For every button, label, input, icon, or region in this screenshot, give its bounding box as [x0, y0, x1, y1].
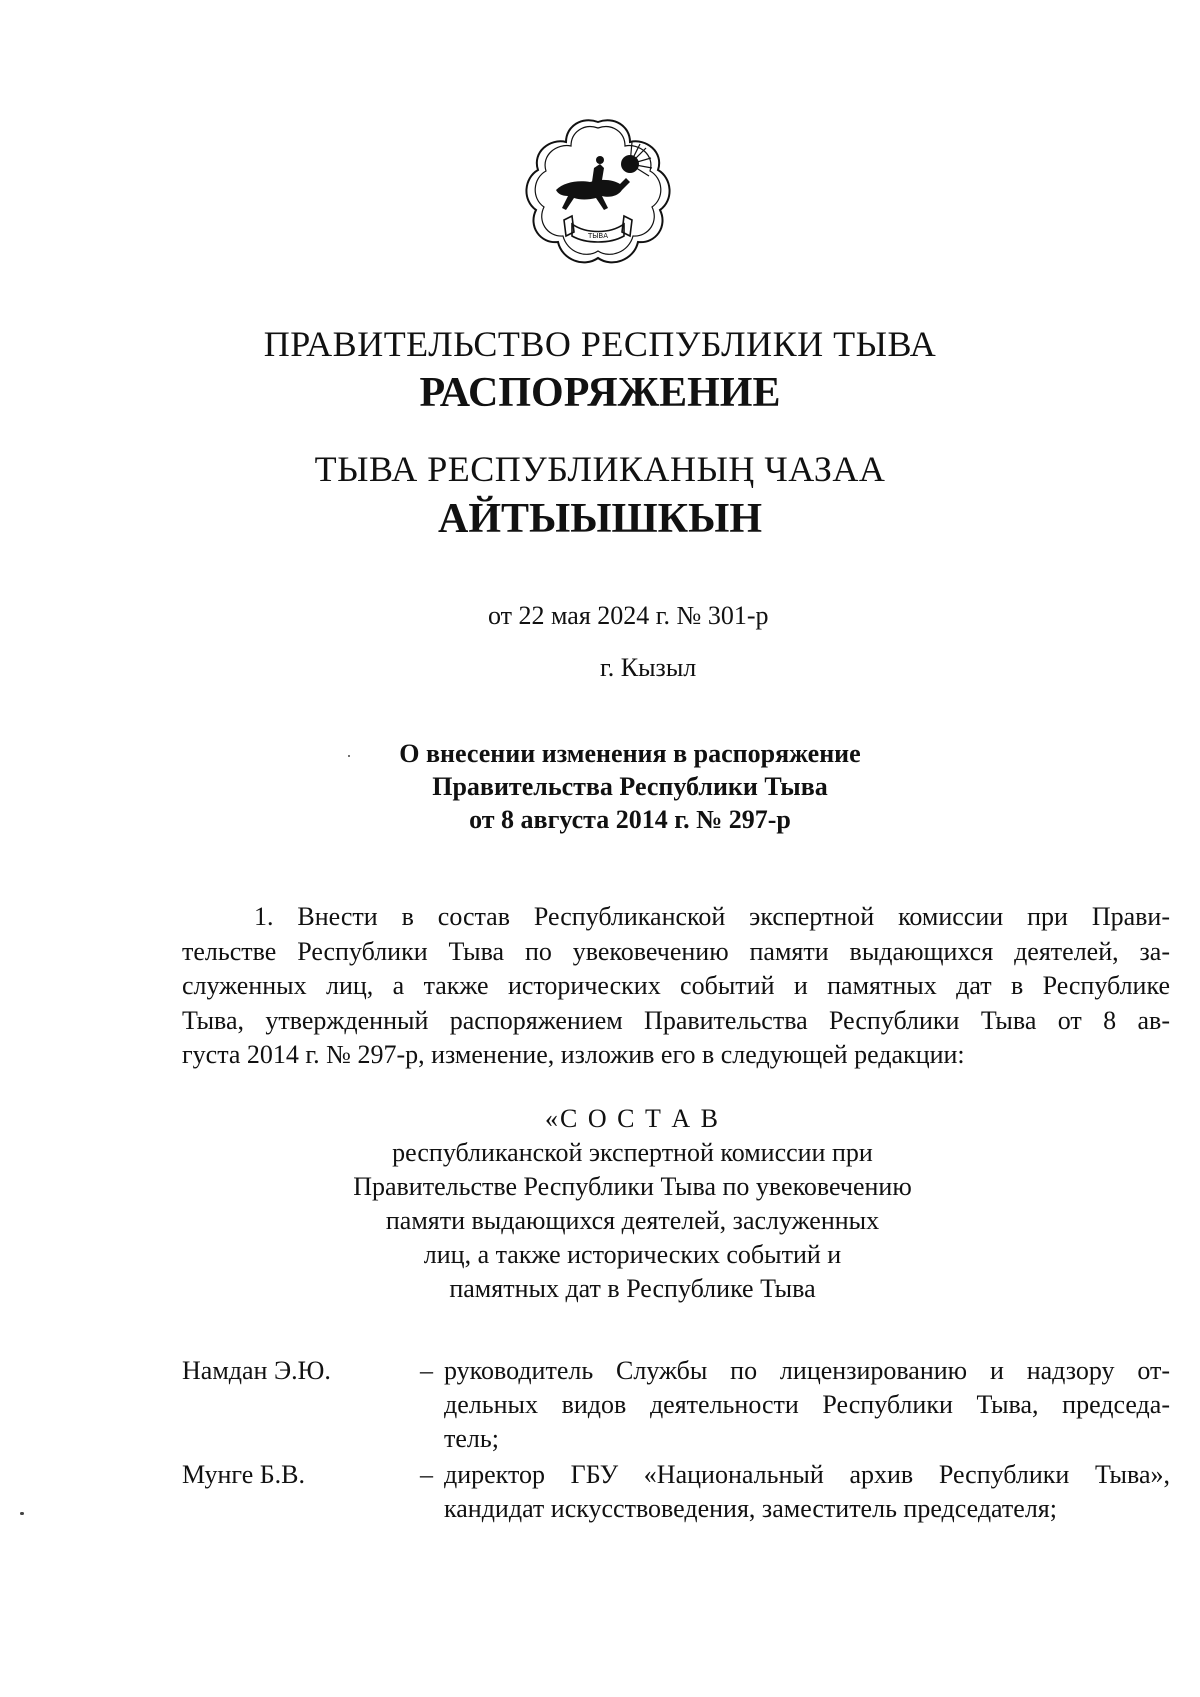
paragraph-line: густа 2014 г. № 297-р, изменение, изложив его в следующей редакции:	[182, 1040, 965, 1069]
subject-line: О внесении изменения в распоряжение	[399, 739, 861, 768]
composition-title-line: лиц, а также исторических событий и	[423, 1240, 842, 1269]
member-row	[182, 1354, 1170, 1458]
paragraph-1	[182, 900, 1170, 1073]
member-description	[444, 1354, 1170, 1456]
composition-title-line: республиканской экспертной комиссии при	[392, 1138, 873, 1167]
paragraph-line: служенных лиц, а также исторических событий и памятных дат в Республике	[182, 971, 1170, 1000]
date-number: от 22 мая 2024 г. № 301-р	[488, 601, 769, 630]
subject-line: Правительства Республики Тыва	[432, 772, 828, 801]
scan-speck	[20, 1512, 24, 1515]
composition-title-line: памятных дат в Республике Тыва	[449, 1274, 816, 1303]
svg-text:ТЫВА: ТЫВА	[587, 232, 609, 240]
member-description-line: директор ГБУ «Национальный архив Республики Тыва»,	[444, 1460, 1170, 1489]
paragraph-line: Тыва, утвержденный распоряжением Правительства Республики Тыва от 8 ав-	[182, 1005, 1170, 1035]
member-description-line: руководитель Службы по лицензированию и надзору от-	[444, 1356, 1170, 1385]
composition-heading: «С О С Т А В	[545, 1104, 720, 1133]
government-title-ru: ПРАВИТЕЛЬСТВО РЕСПУБЛИКИ ТЫВА	[263, 324, 937, 364]
member-description-line: кандидат искусствоведения, заместитель председателя;	[444, 1494, 1057, 1523]
composition-title-line: памяти выдающихся деятелей, заслуженных	[385, 1206, 880, 1235]
member-dash: –	[420, 1356, 433, 1385]
member-name: Намдан Э.Ю.	[182, 1356, 331, 1385]
order-title-tyv: АЙТЫЫШКЫН	[438, 496, 762, 542]
member-description	[444, 1458, 1170, 1526]
city: г. Кызыл	[600, 653, 697, 682]
scan-speck	[348, 755, 350, 757]
composition-title-line: Правительстве Республики Тыва по увековечению	[353, 1172, 912, 1201]
paragraph-line: 1. Внести в состав Республиканской экспертной комиссии при Прави-	[254, 902, 1170, 931]
coat-of-arms-emblem	[518, 112, 678, 272]
order-title-ru: РАСПОРЯЖЕНИЕ	[419, 370, 781, 416]
subject-heading	[330, 737, 930, 836]
composition-title	[0, 1136, 1200, 1306]
subject-line: от 8 августа 2014 г. № 297-р	[469, 805, 791, 834]
member-description-line: дельных видов деятельности Республики Тыва, председа-	[444, 1390, 1170, 1419]
member-dash: –	[420, 1460, 433, 1489]
member-name: Мунге Б.В.	[182, 1460, 306, 1489]
member-description-line: тель;	[444, 1424, 499, 1453]
government-title-tyv: ТЫВА РЕСПУБЛИКАНЫҢ ЧАЗАА	[314, 449, 886, 489]
paragraph-line: тельстве Республики Тыва по увековечению памяти выдающихся деятелей, за-	[182, 936, 1170, 966]
member-row	[182, 1458, 1170, 1528]
